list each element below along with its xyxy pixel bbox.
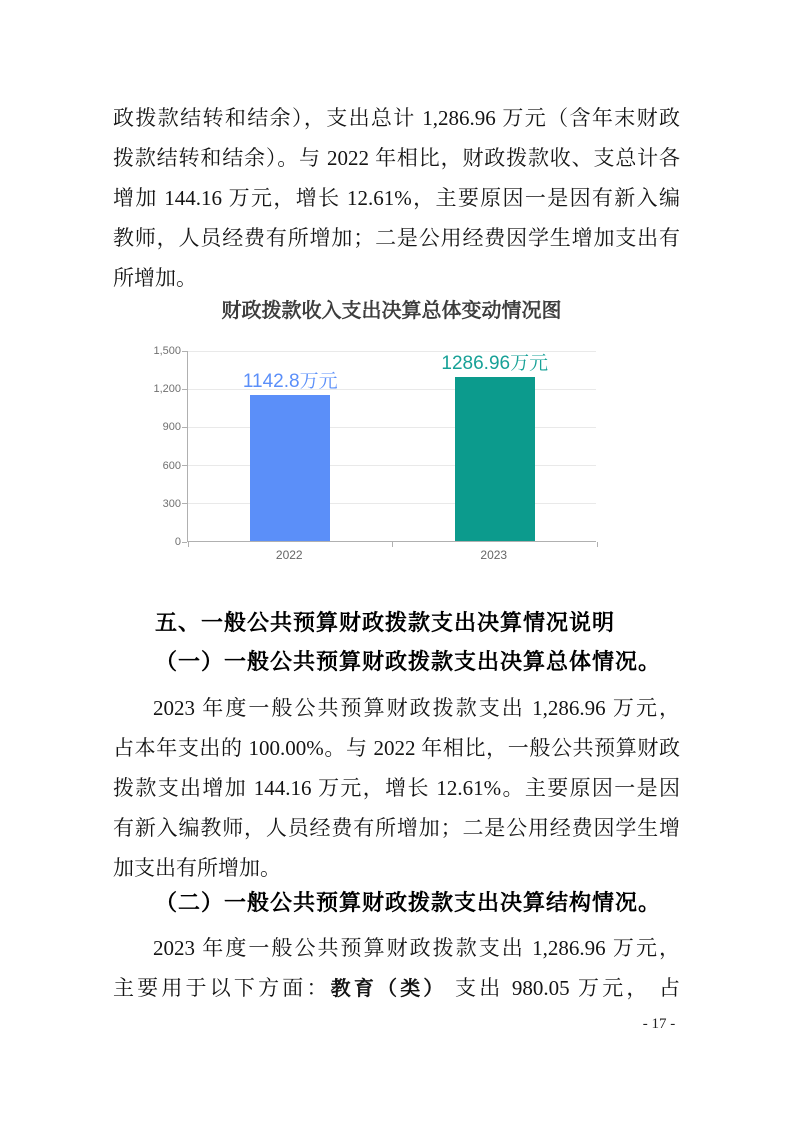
x-axis-label: 2023 — [480, 548, 508, 562]
y-axis-tick — [182, 427, 187, 428]
page-number: - 17 - — [642, 1016, 676, 1032]
text-line: 加支出有所增加。 — [113, 856, 281, 880]
y-axis-tick — [182, 542, 187, 543]
text-line: 拨款支出增加 144.16 万元，增长 12.61%。主要原因一是因 — [113, 776, 680, 800]
text-segment: 主要用于以下方面： — [113, 976, 331, 1000]
bar-chart — [150, 298, 620, 585]
chart-title: 财政拨款收入支出决算总体变动情况图 — [221, 300, 562, 322]
gridline — [188, 465, 596, 466]
bar-value-label: 1286.96万元 — [441, 353, 549, 374]
x-axis-label: 2022 — [275, 548, 303, 562]
chart-plot-area — [187, 351, 596, 542]
y-axis-tick — [182, 351, 187, 352]
y-axis-tick-label: 600 — [162, 459, 181, 472]
y-axis-tick — [182, 389, 187, 390]
text-line: 拨款结转和结余）。与 2022 年相比，财政拨款收、支总计各 — [113, 146, 680, 170]
y-axis-tick-label: 1,200 — [153, 383, 181, 396]
text-segment-bold-education: 教育（类） — [330, 978, 447, 1000]
text-line: 占本年支出的 100.00%。与 2022 年相比，一般公共预算财政 — [113, 736, 680, 760]
x-axis-tick — [597, 542, 598, 547]
bar-2022 — [250, 395, 330, 541]
text-line — [113, 968, 680, 1009]
text-line: 增加 144.16 万元，增长 12.61%，主要原因一是因有新入编 — [113, 186, 680, 210]
y-axis-tick-label: 900 — [162, 421, 181, 434]
y-axis-tick-label: 1,500 — [153, 345, 181, 357]
y-axis-tick-label: 300 — [162, 497, 181, 510]
text-line: 2023 年度一般公共预算财政拨款支出 1,286.96 万元， — [153, 696, 680, 720]
y-axis-tick — [182, 503, 187, 504]
y-axis-tick — [182, 465, 187, 466]
paragraph-expenditure-overview — [113, 688, 680, 888]
paragraph-fiscal-total — [113, 98, 680, 298]
y-axis-tick-label: 0 — [174, 536, 181, 548]
text-line: 所增加。 — [113, 266, 197, 290]
paragraph-expenditure-structure — [113, 928, 680, 1009]
x-axis-tick — [392, 542, 393, 547]
subsection-heading-1: （一）一般公共预算财政拨款支出决算总体情况。 — [155, 649, 662, 674]
gridline — [188, 427, 596, 428]
gridline — [188, 351, 596, 352]
text-line: 教师，人员经费有所增加；二是公用经费因学生增加支出有 — [113, 226, 680, 250]
x-axis-tick — [188, 542, 189, 547]
text-line: 2023 年度一般公共预算财政拨款支出 1,286.96 万元， — [153, 936, 680, 960]
text-segment: 支出 980.05 万元， 占 — [446, 976, 681, 1000]
gridline — [188, 503, 596, 504]
bar-2023 — [455, 377, 535, 541]
subsection-heading-2: （二）一般公共预算财政拨款支出决算结构情况。 — [155, 890, 662, 915]
text-line: 政拨款结转和结余），支出总计 1,286.96 万元（含年末财政 — [113, 106, 680, 130]
section-heading-5: 五、一般公共预算财政拨款支出决算情况说明 — [155, 610, 616, 635]
bar-value-label: 1142.8万元 — [242, 371, 338, 392]
text-line: 有新入编教师，人员经费有所增加；二是公用经费因学生增 — [113, 816, 680, 840]
